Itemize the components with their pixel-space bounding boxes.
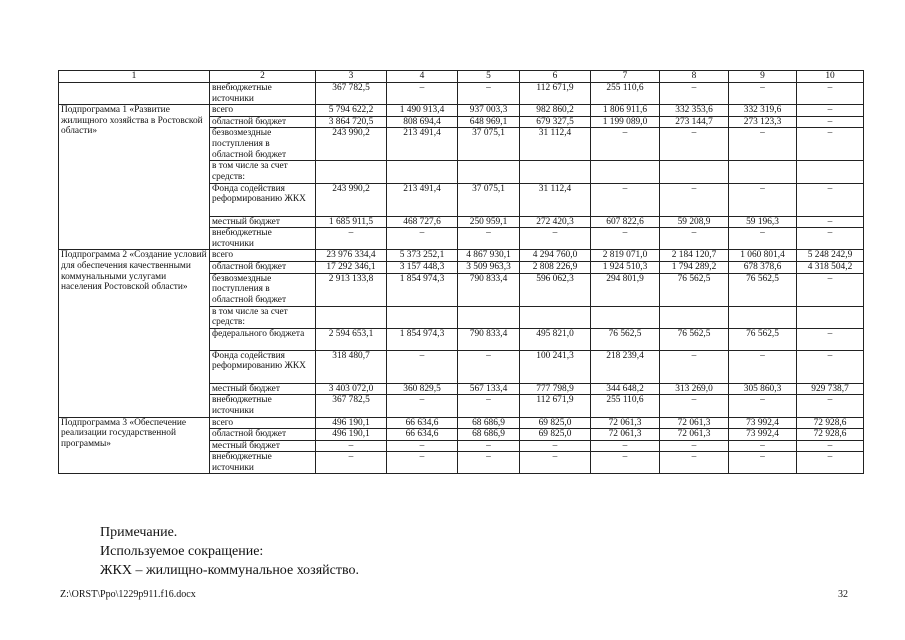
amount-cell xyxy=(520,306,591,328)
amount-cell: 937 003,3 xyxy=(458,105,520,117)
amount-cell: – xyxy=(660,350,729,383)
amount-cell: – xyxy=(520,440,591,452)
amount-cell xyxy=(729,161,797,183)
table-row xyxy=(59,250,864,262)
amount-cell: 808 694,4 xyxy=(387,116,458,128)
amount-cell xyxy=(458,161,520,183)
amount-cell: 31 112,4 xyxy=(520,183,591,216)
amount-cell: 648 969,1 xyxy=(458,116,520,128)
amount-cell: 37 075,1 xyxy=(458,183,520,216)
amount-cell: 31 112,4 xyxy=(520,128,591,161)
amount-cell: 567 133,4 xyxy=(458,383,520,395)
amount-cell: – xyxy=(729,228,797,250)
amount-cell: 72 928,6 xyxy=(797,429,864,441)
amount-cell: 790 833,4 xyxy=(458,273,520,306)
amount-cell: – xyxy=(729,452,797,474)
amount-cell: – xyxy=(591,183,660,216)
amount-cell: 72 061,3 xyxy=(660,429,729,441)
amount-cell: – xyxy=(520,452,591,474)
budget-table xyxy=(58,70,864,474)
header-row xyxy=(59,71,864,83)
funding-source-cell: областной бюджет xyxy=(210,116,316,128)
amount-cell: 1 490 913,4 xyxy=(387,105,458,117)
amount-cell: 2 913 133,8 xyxy=(316,273,387,306)
amount-cell: 5 248 242,9 xyxy=(797,250,864,262)
column-number-header: 10 xyxy=(797,71,864,83)
amount-cell: – xyxy=(316,228,387,250)
amount-cell: – xyxy=(660,452,729,474)
amount-cell: – xyxy=(458,440,520,452)
amount-cell: – xyxy=(387,83,458,105)
amount-cell: – xyxy=(660,183,729,216)
amount-cell: 679 327,5 xyxy=(520,116,591,128)
amount-cell: 76 562,5 xyxy=(660,328,729,350)
column-number-header: 8 xyxy=(660,71,729,83)
funding-source-cell: всего xyxy=(210,250,316,262)
amount-cell: 495 821,0 xyxy=(520,328,591,350)
funding-source-cell: внебюджетные источники xyxy=(210,228,316,250)
amount-cell: 678 378,6 xyxy=(729,261,797,273)
amount-cell: 468 727,6 xyxy=(387,216,458,228)
amount-cell: 4 867 930,1 xyxy=(458,250,520,262)
amount-cell: 2 594 653,1 xyxy=(316,328,387,350)
amount-cell: 69 825,0 xyxy=(520,417,591,429)
amount-cell xyxy=(316,161,387,183)
amount-cell: 1 854 974,3 xyxy=(387,273,458,306)
funding-source-cell: внебюджетные источники xyxy=(210,395,316,417)
amount-cell: 982 860,2 xyxy=(520,105,591,117)
amount-cell: 68 686,9 xyxy=(458,417,520,429)
amount-cell: 2 819 071,0 xyxy=(591,250,660,262)
amount-cell: 255 110,6 xyxy=(591,395,660,417)
funding-source-cell: в том числе за счет средств: xyxy=(210,161,316,183)
amount-cell: 790 833,4 xyxy=(458,328,520,350)
amount-cell: – xyxy=(797,440,864,452)
funding-source-cell: внебюджетные источники xyxy=(210,83,316,105)
amount-cell: 76 562,5 xyxy=(591,328,660,350)
amount-cell: 332 319,6 xyxy=(729,105,797,117)
amount-cell: 344 648,2 xyxy=(591,383,660,395)
amount-cell: 367 782,5 xyxy=(316,83,387,105)
amount-cell: – xyxy=(387,395,458,417)
amount-cell: 929 738,7 xyxy=(797,383,864,395)
table-row xyxy=(59,417,864,429)
amount-cell: – xyxy=(797,395,864,417)
funding-source-cell: областной бюджет xyxy=(210,429,316,441)
amount-cell: 255 110,6 xyxy=(591,83,660,105)
funding-source-cell: в том числе за счет средств: xyxy=(210,306,316,328)
amount-cell: – xyxy=(316,440,387,452)
amount-cell: – xyxy=(458,452,520,474)
amount-cell: 2 184 120,7 xyxy=(660,250,729,262)
file-path: Z:\ORST\Ppo\1229p911.f16.docx xyxy=(60,589,196,600)
amount-cell: – xyxy=(660,128,729,161)
amount-cell: 273 144,7 xyxy=(660,116,729,128)
amount-cell: – xyxy=(797,116,864,128)
amount-cell xyxy=(591,161,660,183)
funding-source-cell: местный бюджет xyxy=(210,440,316,452)
amount-cell: 313 269,0 xyxy=(660,383,729,395)
funding-source-cell: областной бюджет xyxy=(210,261,316,273)
amount-cell: – xyxy=(797,350,864,383)
amount-cell: 607 822,6 xyxy=(591,216,660,228)
amount-cell: 332 353,6 xyxy=(660,105,729,117)
amount-cell: 1 854 974,3 xyxy=(387,328,458,350)
amount-cell: 777 798,9 xyxy=(520,383,591,395)
amount-cell: – xyxy=(797,228,864,250)
amount-cell: 596 062,3 xyxy=(520,273,591,306)
amount-cell: – xyxy=(458,83,520,105)
note-block xyxy=(100,523,359,580)
amount-cell: 250 959,1 xyxy=(458,216,520,228)
amount-cell: 2 808 226,9 xyxy=(520,261,591,273)
amount-cell: 496 190,1 xyxy=(316,429,387,441)
amount-cell: 112 671,9 xyxy=(520,395,591,417)
amount-cell: 3 403 072,0 xyxy=(316,383,387,395)
amount-cell xyxy=(520,161,591,183)
program-name-cell: Подпрограмма 3 «Обеспечение реализации государственной программы» xyxy=(59,417,210,474)
amount-cell: 76 562,5 xyxy=(660,273,729,306)
amount-cell: 23 976 334,4 xyxy=(316,250,387,262)
amount-cell: 66 634,6 xyxy=(387,429,458,441)
amount-cell: 218 239,4 xyxy=(591,350,660,383)
amount-cell: 3 509 963,3 xyxy=(458,261,520,273)
amount-cell: – xyxy=(797,328,864,350)
funding-source-cell: безвозмездные поступления в областной бюджет xyxy=(210,128,316,161)
amount-cell xyxy=(797,161,864,183)
amount-cell: 243 990,2 xyxy=(316,128,387,161)
amount-cell: – xyxy=(729,440,797,452)
column-number-header: 2 xyxy=(210,71,316,83)
amount-cell: – xyxy=(591,452,660,474)
funding-source-cell: Фонда содействия реформированию ЖКХ xyxy=(210,183,316,216)
amount-cell: 3 157 448,3 xyxy=(387,261,458,273)
amount-cell: 73 992,4 xyxy=(729,417,797,429)
amount-cell: – xyxy=(797,273,864,306)
amount-cell: – xyxy=(520,228,591,250)
page-number: 32 xyxy=(838,589,848,600)
funding-source-cell: всего xyxy=(210,105,316,117)
funding-source-cell: внебюджетные источники xyxy=(210,452,316,474)
amount-cell: – xyxy=(387,228,458,250)
amount-cell: 213 491,4 xyxy=(387,183,458,216)
amount-cell xyxy=(591,306,660,328)
amount-cell: 294 801,9 xyxy=(591,273,660,306)
amount-cell: – xyxy=(729,395,797,417)
amount-cell: – xyxy=(458,228,520,250)
table-row xyxy=(59,105,864,117)
amount-cell: 68 686,9 xyxy=(458,429,520,441)
amount-cell: – xyxy=(729,183,797,216)
funding-source-cell: федерального бюджета xyxy=(210,328,316,350)
column-number-header: 1 xyxy=(59,71,210,83)
amount-cell: 59 208,9 xyxy=(660,216,729,228)
amount-cell: – xyxy=(797,216,864,228)
amount-cell: 305 860,3 xyxy=(729,383,797,395)
amount-cell: – xyxy=(660,440,729,452)
column-number-header: 3 xyxy=(316,71,387,83)
amount-cell: 72 061,3 xyxy=(591,429,660,441)
amount-cell: 5 373 252,1 xyxy=(387,250,458,262)
amount-cell: – xyxy=(458,350,520,383)
amount-cell: – xyxy=(660,83,729,105)
amount-cell xyxy=(316,306,387,328)
amount-cell: 318 480,7 xyxy=(316,350,387,383)
amount-cell: 367 782,5 xyxy=(316,395,387,417)
amount-cell: 112 671,9 xyxy=(520,83,591,105)
amount-cell xyxy=(387,161,458,183)
amount-cell: – xyxy=(387,440,458,452)
column-number-header: 9 xyxy=(729,71,797,83)
funding-source-cell: местный бюджет xyxy=(210,216,316,228)
amount-cell: 272 420,3 xyxy=(520,216,591,228)
amount-cell: 1 806 911,6 xyxy=(591,105,660,117)
amount-cell: 273 123,3 xyxy=(729,116,797,128)
amount-cell xyxy=(660,161,729,183)
column-number-header: 6 xyxy=(520,71,591,83)
amount-cell: – xyxy=(797,105,864,117)
amount-cell: 360 829,5 xyxy=(387,383,458,395)
note-title: Примечание. xyxy=(100,525,178,540)
amount-cell: – xyxy=(729,350,797,383)
amount-cell: 59 196,3 xyxy=(729,216,797,228)
column-number-header: 7 xyxy=(591,71,660,83)
amount-cell: 76 562,5 xyxy=(729,328,797,350)
funding-source-cell: безвозмездные поступления в областной бюджет xyxy=(210,273,316,306)
amount-cell: 1 924 510,3 xyxy=(591,261,660,273)
amount-cell: 1 794 289,2 xyxy=(660,261,729,273)
amount-cell xyxy=(387,306,458,328)
amount-cell: – xyxy=(729,128,797,161)
amount-cell xyxy=(797,306,864,328)
amount-cell: 69 825,0 xyxy=(520,429,591,441)
amount-cell: – xyxy=(660,395,729,417)
program-name-cell: Подпрограмма 2 «Создание условий для обеспечения качественными коммунальными услугами населения Ростовской области» xyxy=(59,250,210,417)
amount-cell: – xyxy=(797,83,864,105)
program-name-cell xyxy=(59,83,210,105)
amount-cell: 4 294 760,0 xyxy=(520,250,591,262)
amount-cell: 76 562,5 xyxy=(729,273,797,306)
column-number-header: 4 xyxy=(387,71,458,83)
amount-cell: 72 061,3 xyxy=(660,417,729,429)
amount-cell: 496 190,1 xyxy=(316,417,387,429)
amount-cell: 1 199 089,0 xyxy=(591,116,660,128)
amount-cell xyxy=(729,306,797,328)
amount-cell: 66 634,6 xyxy=(387,417,458,429)
funding-source-cell: всего xyxy=(210,417,316,429)
amount-cell: – xyxy=(660,228,729,250)
amount-cell: – xyxy=(797,128,864,161)
amount-cell: 1 060 801,4 xyxy=(729,250,797,262)
amount-cell: – xyxy=(797,452,864,474)
amount-cell: 4 318 504,2 xyxy=(797,261,864,273)
amount-cell: – xyxy=(458,395,520,417)
amount-cell xyxy=(458,306,520,328)
amount-cell: – xyxy=(316,452,387,474)
amount-cell: – xyxy=(387,452,458,474)
amount-cell: – xyxy=(591,228,660,250)
amount-cell: 5 794 622,2 xyxy=(316,105,387,117)
amount-cell: – xyxy=(797,183,864,216)
program-name-cell: Подпрограмма 1 «Развитие жилищного хозяйства в Ростовской области» xyxy=(59,105,210,250)
amount-cell: 3 864 720,5 xyxy=(316,116,387,128)
amount-cell: 1 685 911,5 xyxy=(316,216,387,228)
amount-cell: 100 241,3 xyxy=(520,350,591,383)
amount-cell: – xyxy=(591,128,660,161)
amount-cell: – xyxy=(729,83,797,105)
funding-source-cell: местный бюджет xyxy=(210,383,316,395)
column-number-header: 5 xyxy=(458,71,520,83)
amount-cell: – xyxy=(387,350,458,383)
note-abbreviation: ЖКХ – жилищно-коммунальное хозяйство. xyxy=(100,563,359,578)
table-row xyxy=(59,83,864,105)
note-subtitle: Используемое сокращение: xyxy=(100,544,264,559)
amount-cell: 37 075,1 xyxy=(458,128,520,161)
amount-cell xyxy=(660,306,729,328)
amount-cell: 17 292 346,1 xyxy=(316,261,387,273)
amount-cell: 72 061,3 xyxy=(591,417,660,429)
amount-cell: 72 928,6 xyxy=(797,417,864,429)
amount-cell: 213 491,4 xyxy=(387,128,458,161)
amount-cell: 73 992,4 xyxy=(729,429,797,441)
amount-cell: – xyxy=(591,440,660,452)
funding-source-cell: Фонда содействия реформированию ЖКХ xyxy=(210,350,316,383)
amount-cell: 243 990,2 xyxy=(316,183,387,216)
